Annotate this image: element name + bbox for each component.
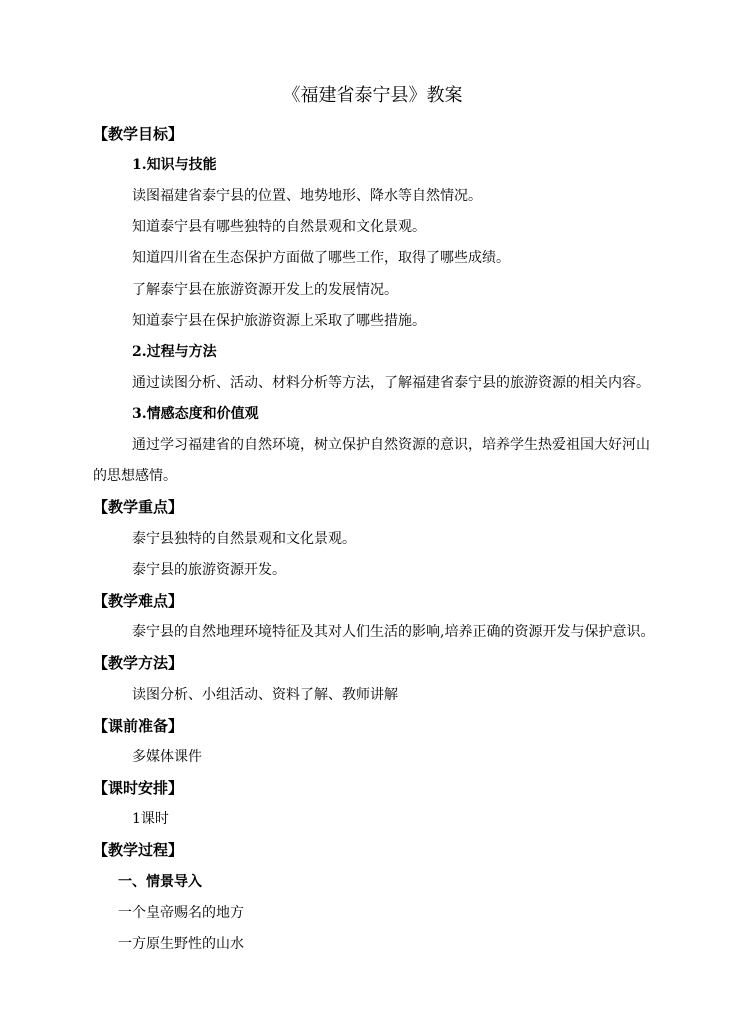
- objective-knowledge-title: 1.知识与技能: [132, 157, 217, 173]
- difficulty-text: 泰宁县的自然地理环境特征及其对人们生活的影响,培养正确的资源开发与保护意识。: [132, 624, 655, 640]
- objective-attitude-text: 通过学习福建省的自然环境，树立保护自然资源的意识，培养学生热爱祖国大好河山: [132, 437, 650, 453]
- section-heading-difficulties: 【教学难点】: [93, 592, 184, 610]
- process-line: 一方原生野性的山水: [118, 936, 244, 952]
- key-point-item: 泰宁县的旅游资源开发。: [132, 562, 286, 578]
- objective-item: 知道泰宁县有哪些独特的自然景观和文化景观。: [132, 219, 426, 235]
- objective-item: 读图福建省泰宁县的位置、地势地形、降水等自然情况。: [132, 188, 482, 204]
- section-heading-objectives: 【教学目标】: [93, 125, 184, 143]
- method-text: 读图分析、小组活动、资料了解、教师讲解: [132, 687, 398, 703]
- objective-item: 知道四川省在生态保护方面做了哪些工作，取得了哪些成绩。: [132, 250, 510, 266]
- preparation-text: 多媒体课件: [132, 749, 202, 765]
- section-heading-schedule: 【课时安排】: [93, 779, 184, 797]
- section-heading-key-points: 【教学重点】: [93, 498, 184, 516]
- schedule-text: 1课时: [132, 811, 169, 827]
- objective-process-title: 2.过程与方法: [132, 344, 217, 360]
- section-heading-methods: 【教学方法】: [93, 654, 184, 672]
- objective-item: 了解泰宁县在旅游资源开发上的发展情况。: [132, 282, 398, 298]
- objective-process-text: 通过读图分析、活动、材料分析等方法，了解福建省泰宁县的旅游资源的相关内容。: [132, 375, 650, 391]
- objective-item: 知道泰宁县在保护旅游资源上采取了哪些措施。: [132, 313, 426, 329]
- process-step-title: 一、情景导入: [118, 874, 202, 890]
- objective-attitude-title: 3.情感态度和价值观: [132, 406, 259, 422]
- process-line: 一个皇帝赐名的地方: [118, 905, 244, 921]
- document-title: 《福建省泰宁县》教案: [282, 85, 463, 106]
- section-heading-preparation: 【课前准备】: [93, 717, 184, 735]
- key-point-item: 泰宁县独特的自然景观和文化景观。: [132, 531, 356, 547]
- section-heading-process: 【教学过程】: [93, 841, 184, 859]
- objective-attitude-text-cont: 的思想感情。: [93, 468, 177, 484]
